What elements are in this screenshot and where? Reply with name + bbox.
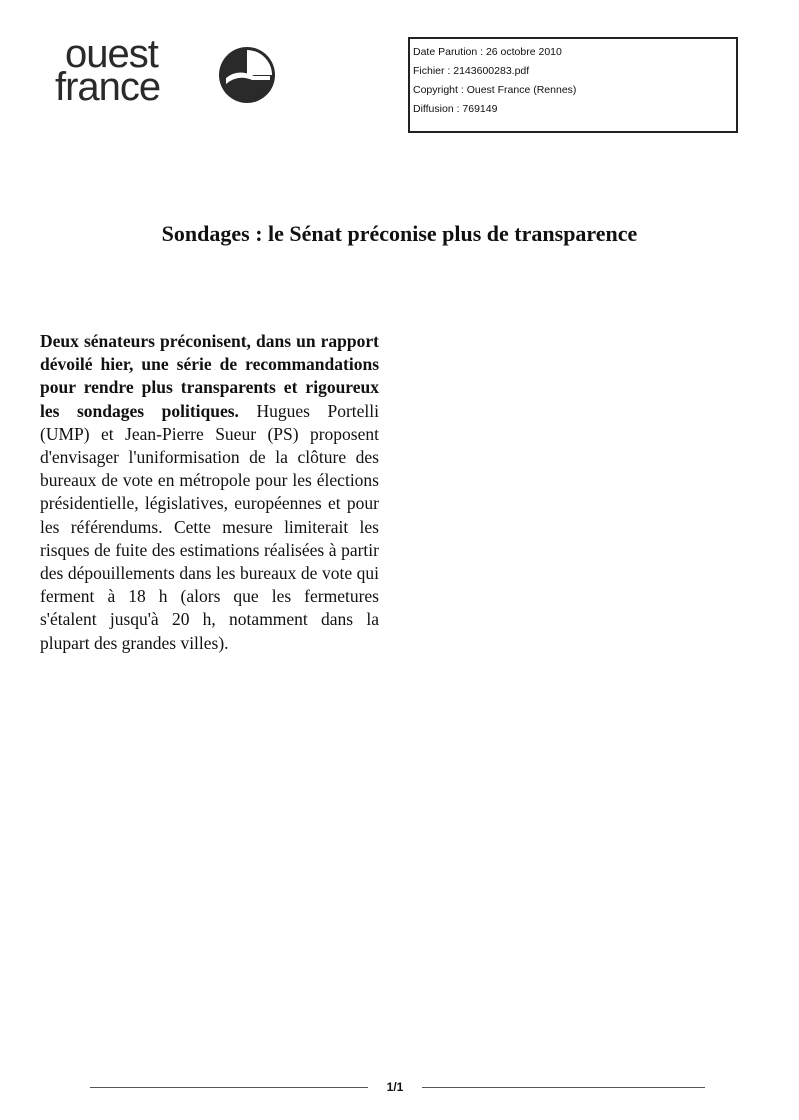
page-number: 1/1 (386, 1080, 404, 1094)
article-lead: Deux sénateurs préconisent, dans un rapport dévoilé hier, une série de recommandations pour rendre plus transparents et rigoureux les sondages politiques. (40, 331, 379, 421)
article-body (40, 330, 379, 655)
copyright: Copyright : Ouest France (Rennes) (413, 84, 577, 96)
article-title: Sondages : le Sénat préconise plus de transparence (161, 221, 638, 246)
ouest-france-logo (55, 32, 275, 118)
file-name: Fichier : 2143600283.pdf (413, 65, 530, 77)
diffusion: Diffusion : 769149 (413, 103, 498, 115)
logo-wordmark (55, 32, 161, 109)
publication-info-box (408, 37, 738, 133)
logo-line-france: france (55, 65, 161, 109)
ouest-france-emblem-icon (218, 46, 276, 104)
publication-date: Date Parution : 26 octobre 2010 (413, 46, 562, 58)
footer-rule-left (90, 1087, 368, 1088)
logo-line-ouest: ouest (65, 32, 158, 76)
footer-rule-right (422, 1087, 705, 1088)
page-footer (90, 1078, 705, 1098)
article-text: Hugues Portelli (UMP) et Jean-Pierre Sueur (PS) proposent d'envisager l'uniformisation de la clôture des bureaux de vote en métropole pour les élections présidentielle, législatives, européennes et pour les référendums. Cette mesure limiterait les risques de fuite des estimations réalisées à partir des dépouillements dans les bureaux de vote qui ferment à 18 h (alors que les fermetures s'étalent jusqu'à 20 h, notamment dans la plupart des grandes villes). (40, 400, 379, 653)
